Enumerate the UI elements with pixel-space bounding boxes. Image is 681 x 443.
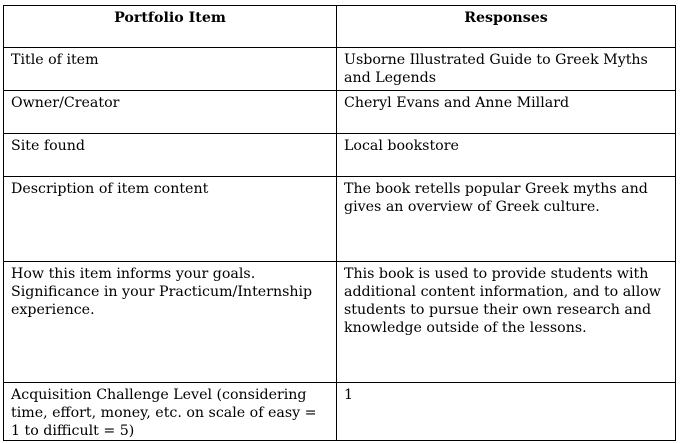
table-body <box>4 48 676 441</box>
response-cell: Cheryl Evans and Anne Millard <box>337 91 676 134</box>
table-row <box>4 177 676 262</box>
item-cell: Owner/Creator <box>4 91 337 134</box>
item-cell: How this item informs your goals. Significance in your Practicum/Internship experience. <box>4 262 337 383</box>
table-row <box>4 48 676 91</box>
header-portfolio-item: Portfolio Item <box>4 6 337 48</box>
table-row <box>4 134 676 177</box>
table-header <box>4 6 676 48</box>
table-row <box>4 262 676 383</box>
response-cell: The book retells popular Greek myths and gives an overview of Greek culture. <box>337 177 676 262</box>
response-cell: Usborne Illustrated Guide to Greek Myths and Legends <box>337 48 676 91</box>
response-cell: This book is used to provide students with additional content information, and to allow students to pursue their own research and knowledge outside of the lessons. <box>337 262 676 383</box>
table-row <box>4 91 676 134</box>
response-cell: 1 <box>337 383 676 441</box>
item-cell: Acquisition Challenge Level (considering time, effort, money, etc. on scale of easy = 1 to difficult = 5) <box>4 383 337 441</box>
response-cell: Local bookstore <box>337 134 676 177</box>
item-cell: Description of item content <box>4 177 337 262</box>
item-cell: Site found <box>4 134 337 177</box>
portfolio-table <box>3 5 676 441</box>
header-row <box>4 6 676 48</box>
item-cell: Title of item <box>4 48 337 91</box>
header-responses: Responses <box>337 6 676 48</box>
table-row <box>4 383 676 441</box>
